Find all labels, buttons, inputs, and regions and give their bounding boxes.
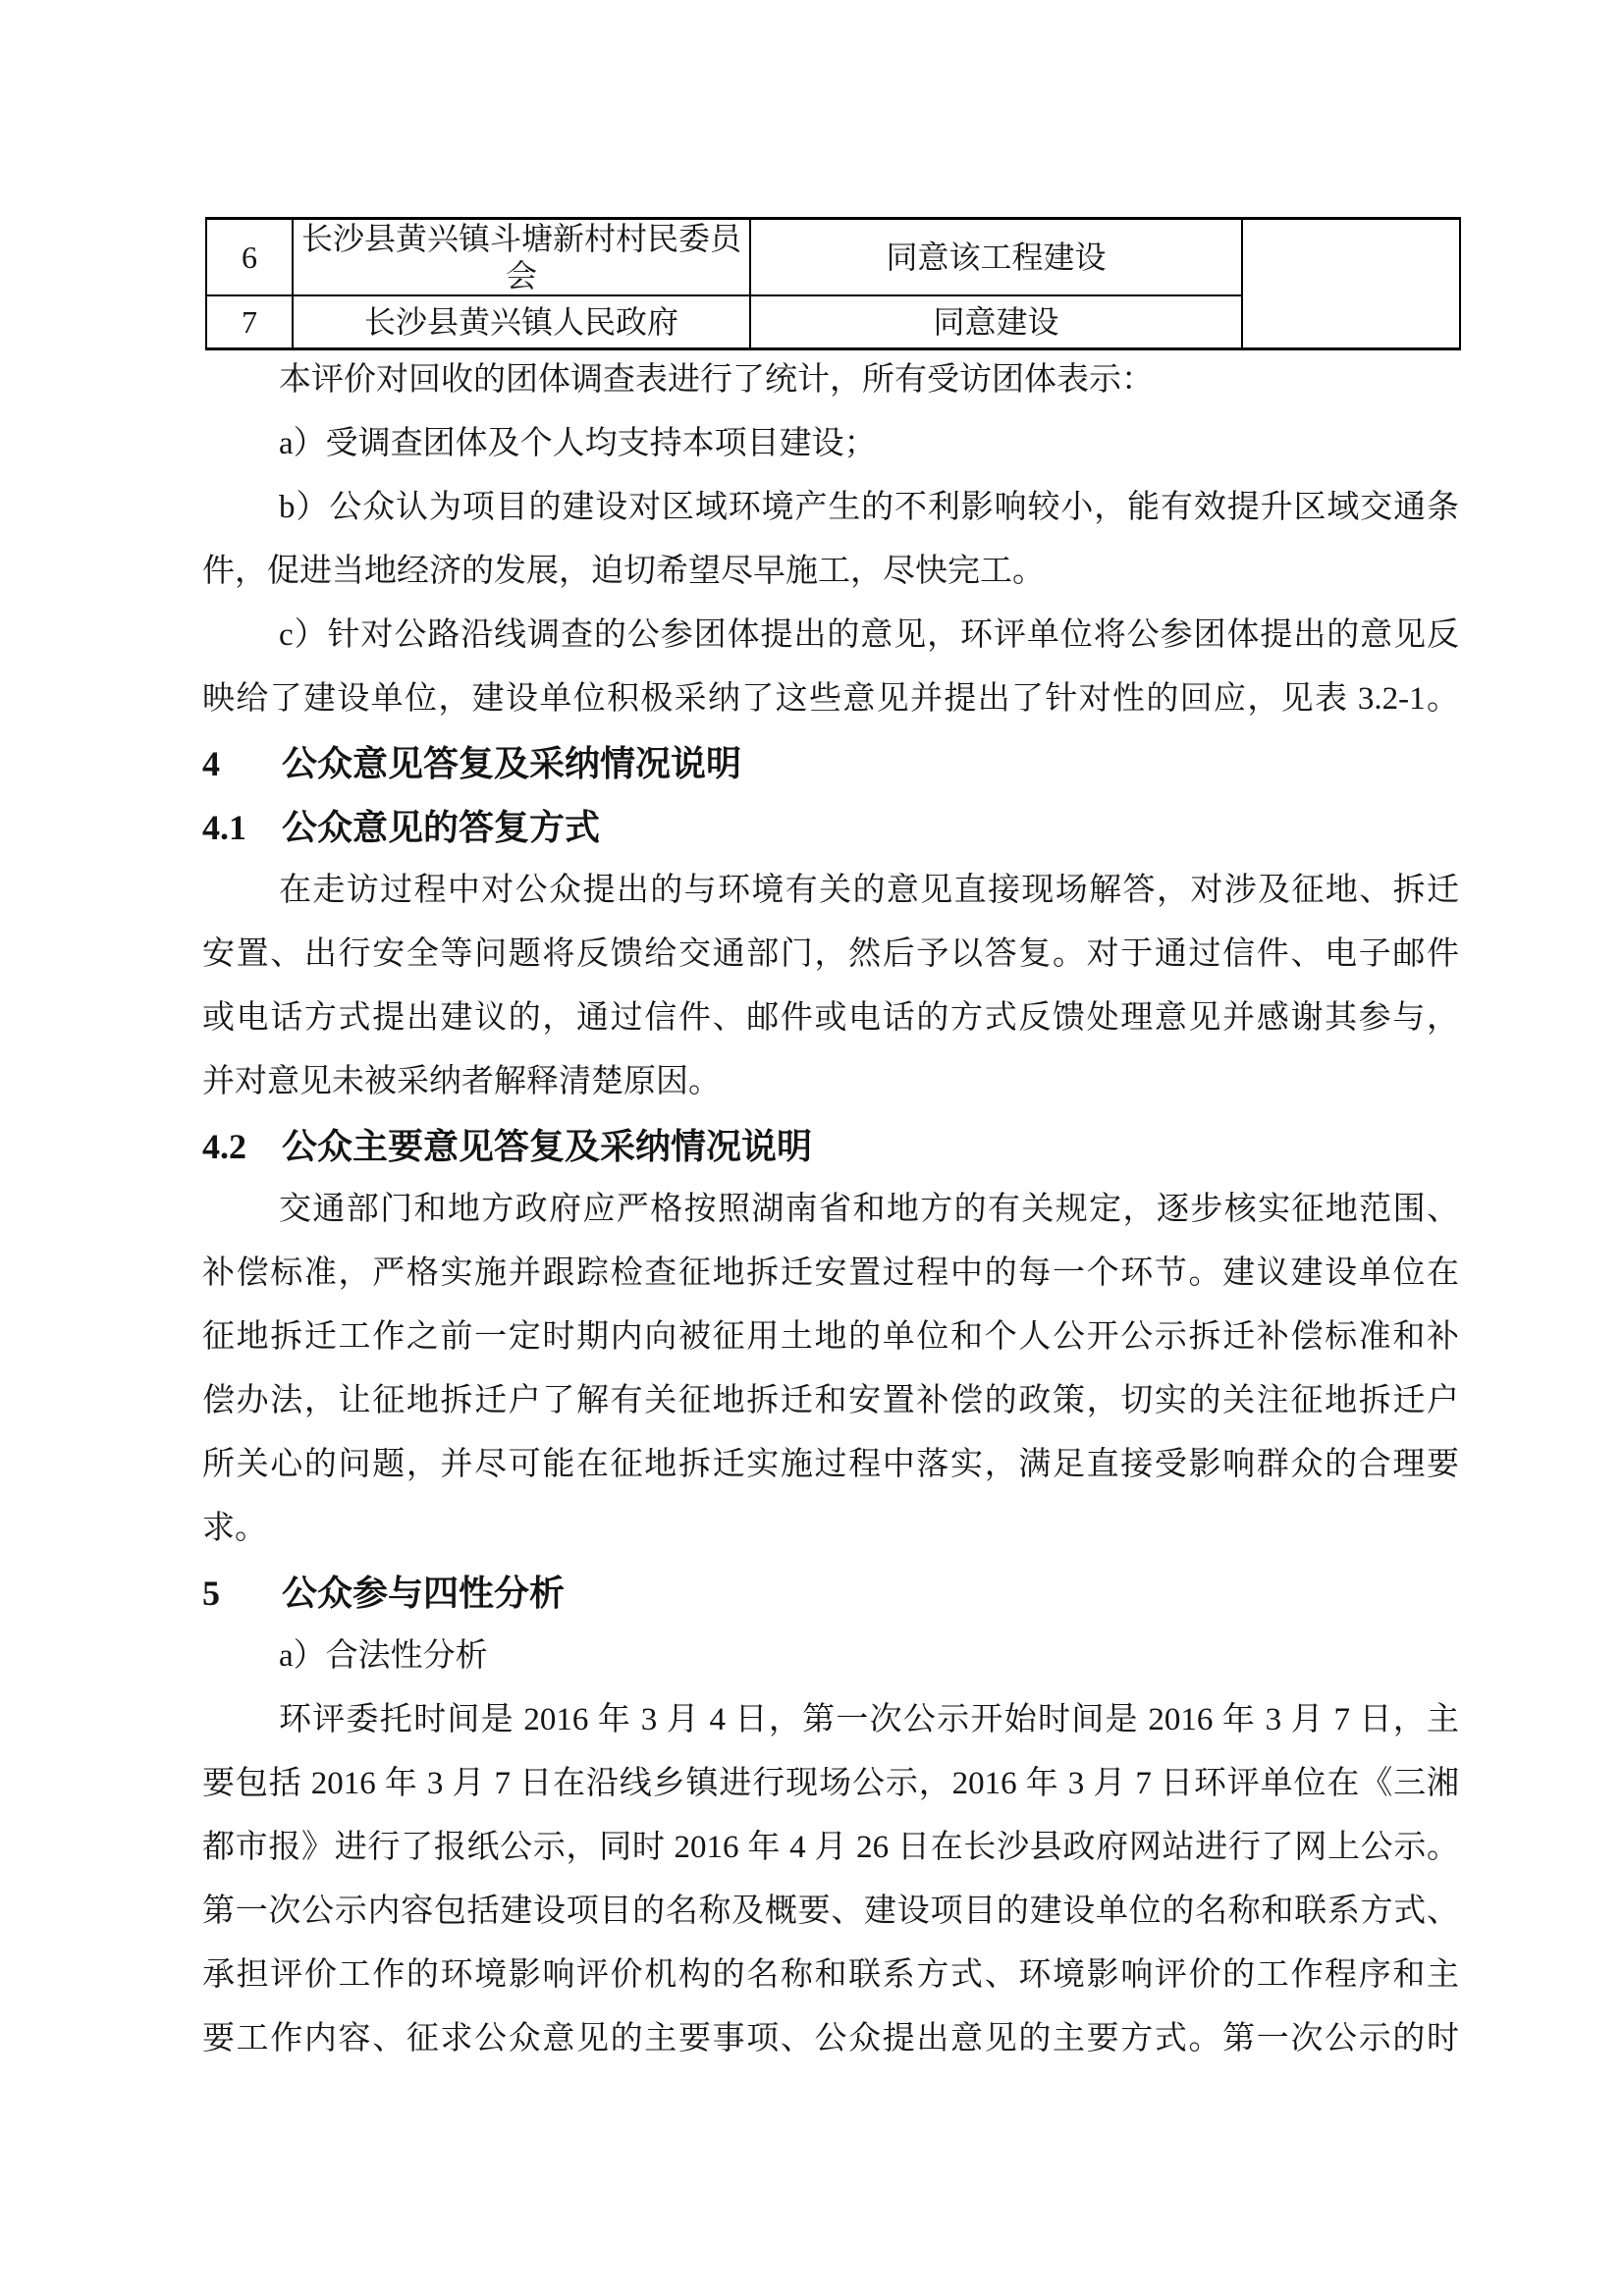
- opinion-cell: 同意建设: [750, 295, 1242, 349]
- opinion-cell: 同意该工程建设: [750, 219, 1242, 296]
- remark-cell: [1242, 219, 1460, 349]
- section-title: 公众意见答复及采纳情况说明: [282, 743, 742, 783]
- section-number: 4.2: [202, 1127, 246, 1166]
- text-line: 承担评价工作的环境影响评价机构的名称和联系方式、环境影响评价的工作程序和主: [202, 1957, 1459, 1993]
- text-line: a）合法性分析: [279, 1638, 488, 1674]
- text-line: 都市报》进行了报纸公示，同时 2016 年 4 月 26 日在长沙县政府网站进行了网上公示。: [202, 1830, 1459, 1865]
- section-heading-4-2: [202, 1114, 1459, 1178]
- section-heading-4: [202, 731, 1459, 795]
- text-line: 安置、出行安全等问题将反馈给交通部门，然后予以答复。对于通过信件、电子邮件: [202, 936, 1459, 972]
- organization-cell: 长沙县黄兴镇斗塘新村村民委员会: [293, 219, 750, 296]
- text-line: 环评委托时间是 2016 年 3 月 4 日，第一次公示开始时间是 2016 年 3 月 7 日，主: [279, 1702, 1459, 1737]
- section-heading-4-1: [202, 795, 1459, 859]
- section-number: 4: [202, 744, 220, 783]
- row-number-cell: 7: [206, 295, 293, 349]
- text-line: 补偿标准，严格实施并跟踪检查征地拆迁安置过程中的每一个环节。建议建设单位在: [202, 1255, 1459, 1291]
- text-line: 或电话方式提出建议的，通过信件、邮件或电话的方式反馈处理意见并感谢其参与，: [202, 1000, 1459, 1036]
- section-title: 公众参与四性分析: [282, 1573, 566, 1613]
- organization-cell: 长沙县黄兴镇人民政府: [293, 295, 750, 349]
- section-title: 公众意见的答复方式: [282, 807, 601, 847]
- survey-results-table: [205, 217, 1461, 350]
- text-line: 交通部门和地方政府应严格按照湖南省和地方的有关规定，逐步核实征地范围、: [279, 1192, 1459, 1227]
- section-title: 公众主要意见答复及采纳情况说明: [282, 1126, 813, 1166]
- section-number: 5: [202, 1574, 220, 1613]
- text-line: 征地拆迁工作之前一定时期内向被征用土地的单位和个人公开公示拆迁补偿标准和补: [202, 1319, 1459, 1355]
- text-line: 本评价对回收的团体调查表进行了统计，所有受访团体表示：: [279, 362, 1154, 398]
- text-line: 要工作内容、征求公众意见的主要事项、公众提出意见的主要方式。第一次公示的时: [202, 2021, 1459, 2056]
- text-line: 第一次公示内容包括建设项目的名称及概要、建设项目的建设单位的名称和联系方式、: [202, 1894, 1459, 1929]
- table-row: [206, 219, 1460, 296]
- text-line: 所关心的问题，并尽可能在征地拆迁实施过程中落实，满足直接受影响群众的合理要: [202, 1447, 1459, 1482]
- text-line: 件，促进当地经济的发展，迫切希望尽早施工，尽快完工。: [202, 554, 1045, 589]
- text-line: 偿办法，让征地拆迁户了解有关征地拆迁和安置补偿的政策，切实的关注征地拆迁户: [202, 1383, 1459, 1418]
- row-number-cell: 6: [206, 219, 293, 296]
- text-line: 映给了建设单位，建设单位积极采纳了这些意见并提出了针对性的回应，见表 3.2-1。: [202, 681, 1459, 717]
- section-heading-5: [202, 1561, 1459, 1625]
- text-line: 并对意见未被采纳者解释清楚原因。: [202, 1064, 721, 1099]
- document-body: [202, 348, 1459, 2071]
- text-line: 要包括 2016 年 3 月 7 日在沿线乡镇进行现场公示，2016 年 3 月 7 日环评单位在《三湘: [202, 1766, 1459, 1801]
- text-line: b）公众认为项目的建设对区域环境产生的不利影响较小，能有效提升区域交通条: [279, 490, 1459, 525]
- text-line: 在走访过程中对公众提出的与环境有关的意见直接现场解答，对涉及征地、拆迁: [279, 873, 1459, 908]
- section-number: 4.1: [202, 808, 246, 847]
- text-line: a）受调查团体及个人均支持本项目建设；: [279, 426, 877, 461]
- text-line: 求。: [202, 1511, 267, 1546]
- text-line: c）针对公路沿线调查的公参团体提出的意见，环评单位将公参团体提出的意见反: [279, 617, 1459, 653]
